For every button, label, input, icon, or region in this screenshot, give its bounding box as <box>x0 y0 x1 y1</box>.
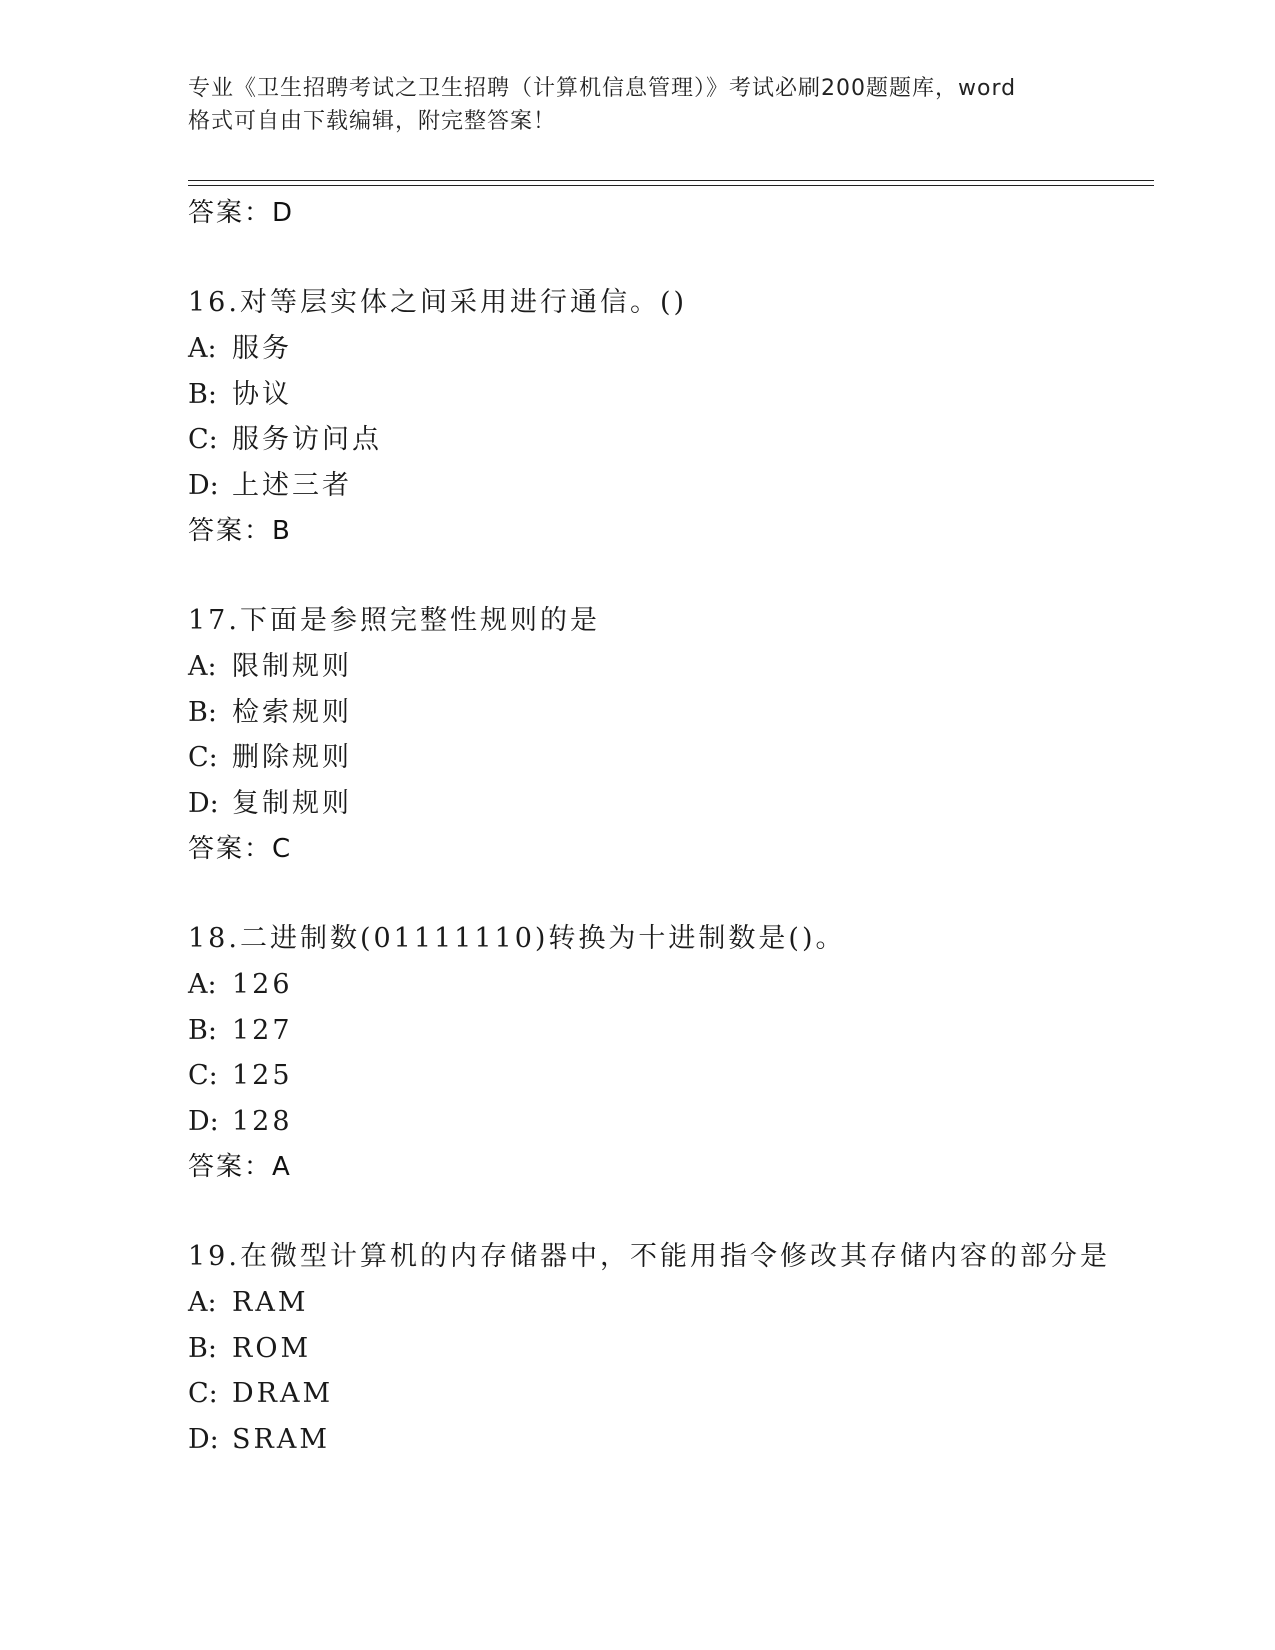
option-b <box>188 1326 1148 1372</box>
option-c <box>188 417 1148 463</box>
answer-label: 答案： <box>188 834 273 864</box>
question-text: 16.对等层实体之间采用进行通信。() <box>188 287 688 318</box>
option-text: 协议 <box>232 378 292 410</box>
option-c <box>188 735 1148 781</box>
option-key: B: <box>188 378 217 410</box>
question-text: 19.在微型计算机的内存储器中，不能用指令修改其存储内容的部分是 <box>188 1241 1110 1272</box>
option-c <box>188 1053 1148 1099</box>
option-text: 删除规则 <box>232 742 352 773</box>
option-d <box>188 463 1148 509</box>
option-text: 限制规则 <box>232 651 352 682</box>
option-text: DRAM <box>232 1378 334 1409</box>
option-key: D: <box>188 469 219 501</box>
answer-value: B <box>272 516 291 546</box>
spacer <box>188 236 1148 280</box>
option-text: 服务 <box>232 333 292 364</box>
option-key: A: <box>188 651 217 682</box>
header-line-2: 格式可自由下载编辑，附完整答案！ <box>188 109 557 134</box>
answer-value: C <box>272 834 292 864</box>
option-b <box>188 690 1148 736</box>
option-key: C: <box>188 424 218 455</box>
answer-label: 答案： <box>188 1152 273 1182</box>
answer-value: A <box>272 1152 291 1182</box>
option-key: C: <box>188 742 218 773</box>
option-text: SRAM <box>232 1423 330 1455</box>
option-key: A: <box>188 1287 217 1318</box>
option-b <box>188 372 1148 418</box>
option-text: 128 <box>232 1105 293 1137</box>
option-a <box>188 326 1148 372</box>
option-a <box>188 962 1148 1008</box>
answer-value: D <box>272 198 294 228</box>
option-text: ROM <box>232 1332 312 1364</box>
answer-label: 答案： <box>188 198 273 228</box>
option-text: 127 <box>232 1014 293 1046</box>
option-key: D: <box>188 787 219 819</box>
option-a <box>188 1280 1148 1326</box>
spacer <box>188 872 1148 916</box>
option-key: C: <box>188 1378 218 1409</box>
option-key: B: <box>188 696 217 728</box>
option-text: 125 <box>232 1060 293 1091</box>
answer-label: 答案： <box>188 516 273 546</box>
option-key: A: <box>188 969 217 1000</box>
answer-line <box>188 508 1148 554</box>
spacer <box>188 1190 1148 1234</box>
question-text: 17.下面是参照完整性规则的是 <box>188 605 600 636</box>
option-c <box>188 1371 1148 1417</box>
option-text: RAM <box>232 1287 309 1318</box>
option-key: D: <box>188 1105 219 1137</box>
option-text: 服务访问点 <box>232 424 382 455</box>
option-key: C: <box>188 1060 218 1091</box>
header-divider-bottom <box>188 185 1154 186</box>
answer-line <box>188 190 1148 236</box>
option-text: 126 <box>232 969 293 1000</box>
option-b <box>188 1008 1148 1054</box>
question-list <box>188 190 1148 1462</box>
spacer <box>188 554 1148 598</box>
answer-line <box>188 826 1148 872</box>
header-line-1: 专业《卫生招聘考试之卫生招聘（计算机信息管理）》考试必刷200题题库，word <box>188 76 1017 101</box>
answer-line <box>188 1144 1148 1190</box>
option-text: 检索规则 <box>232 696 352 728</box>
option-text: 上述三者 <box>232 469 352 501</box>
option-key: A: <box>188 333 217 364</box>
option-d <box>188 1417 1148 1463</box>
option-key: D: <box>188 1423 219 1455</box>
header-divider-top <box>188 180 1154 181</box>
option-text: 复制规则 <box>232 787 352 819</box>
option-key: B: <box>188 1332 217 1364</box>
option-key: B: <box>188 1014 217 1046</box>
option-d <box>188 1099 1148 1145</box>
option-a <box>188 644 1148 690</box>
question-text: 18.二进制数(01111110)转换为十进制数是()。 <box>188 923 846 954</box>
option-d <box>188 781 1148 827</box>
document-header <box>188 72 1088 138</box>
